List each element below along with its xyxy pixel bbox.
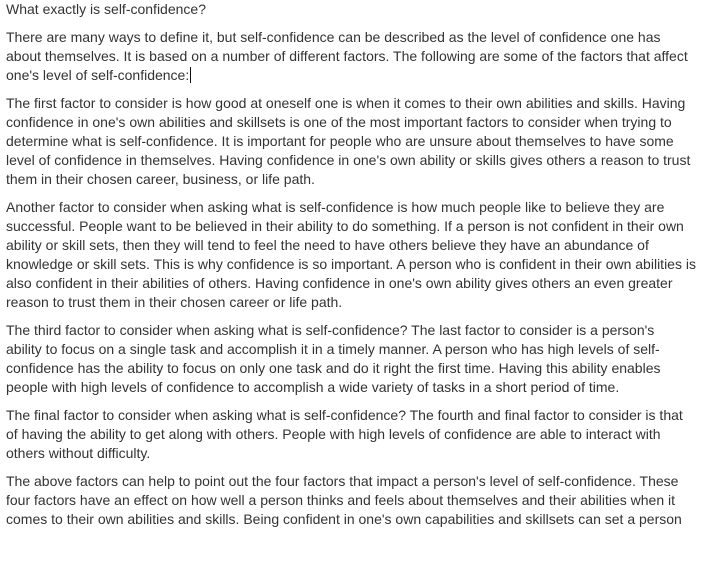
paragraph-2[interactable]: The first factor to consider is how good at oneself one is when it comes to their own abilities and skills. Having confidence in one's own abilities and skillsets is one of the most important factors to consider when trying to determine what is self-confidence. It is important for people who are unsure about themselves to have some level of confidence in themselves. Having confidence in one's own ability or skills gives others a reason to trust them in their chosen career, business, or life path.: [6, 95, 691, 187]
paragraph-6[interactable]: The above factors can help to point out the four factors that impact a person's level of self-confidence. These four factors have an effect on how well a person thinks and feels about themselves and their abilities when it comes to their own abilities and skills. Being confident in one's own capabilities and skillsets can set a person: [6, 473, 682, 527]
paragraph-5[interactable]: The final factor to consider when asking what is self-confidence? The fourth and final factor to consider is that of having the ability to get along with others. People with high levels of confidence are able to interact with others without difficulty.: [6, 407, 683, 461]
document-heading: What exactly is self-confidence?: [6, 1, 206, 17]
paragraph-1[interactable]: [6, 28, 706, 85]
text-cursor: [190, 67, 191, 83]
paragraph-4[interactable]: The third factor to consider when asking what is self-confidence? The last factor to consider is a person's ability to focus on a single task and accomplish it in a timely manner. A person who has high levels of self- confidence has the ability to focus on only one task and do it right the first time. Having this ability enables people with high levels of confidence to accomplish a wide variety of tasks in a short period of time.: [6, 322, 661, 395]
paragraph-3[interactable]: Another factor to consider when asking what is self-confidence is how much people like to believe they are successful. People want to be believed in their ability to do something. If a person is not confident in their own ability or skill sets, then they will tend to feel the need to have others believe they have an abundance of knowledge or skill sets. This is why confidence is so important. A person who is confident in their own abilities is also confident in their abilities of others. Having confidence in one's own ability gives others an even greater reason to trust them in their chosen career or life path.: [6, 199, 696, 310]
paragraph-1-text: There are many ways to define it, but self-confidence can be described as the level of confidence one has about themselves. It is based on a number of different factors. The following are some of the factors that affect one's level of self-confidence:: [6, 29, 688, 83]
